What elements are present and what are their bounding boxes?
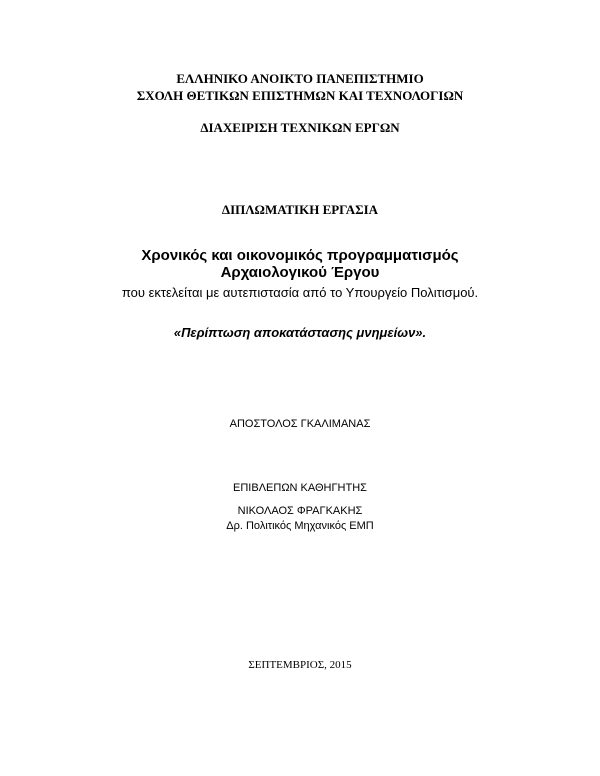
thesis-title-line1: Χρονικός και οικονομικός προγραμματισμός <box>141 247 459 264</box>
supervisor-name: ΝΙΚΟΛΑΟΣ ΦΡΑΓΚΑΚΗΣ <box>237 505 363 517</box>
school-name: ΣΧΟΛΗ ΘΕΤΙΚΩΝ ΕΠΙΣΤΗΜΩΝ ΚΑΙ ΤΕΧΝΟΛΟΓΙΩΝ <box>136 88 464 103</box>
supervisor-label: ΕΠΙΒΛΕΠΩΝ ΚΑΘΗΓΗΤΗΣ <box>233 482 367 494</box>
author-name: ΑΠΟΣΤΟΛΟΣ ΓΚΑΛΙΜΑΝΑΣ <box>229 418 371 430</box>
thesis-title-line2: Αρχαιολογικού Έργου <box>220 264 380 281</box>
submission-date: ΣΕΠΤΕΜΒΡΙΟΣ, 2015 <box>248 659 352 671</box>
supervisor-credentials: Δρ. Πολιτικός Μηχανικός ΕΜΠ <box>226 520 374 532</box>
university-name: ΕΛΛΗΝΙΚΟ ΑΝΟΙΚΤΟ ΠΑΝΕΠΙΣΤΗΜΙΟ <box>176 71 424 86</box>
thesis-title-line3: που εκτελείται με αυτεπιστασία από το Υπουργείο Πολιτισμού. <box>121 285 479 300</box>
program-name: ΔΙΑΧΕΙΡΙΣΗ ΤΕΧΝΙΚΩΝ ΕΡΓΩΝ <box>200 120 400 135</box>
thesis-subtitle: «Περίπτωση αποκατάστασης μνημείων». <box>173 325 427 340</box>
thesis-type: ΔΙΠΛΩΜΑΤΙΚΗ ΕΡΓΑΣΙΑ <box>221 202 379 217</box>
